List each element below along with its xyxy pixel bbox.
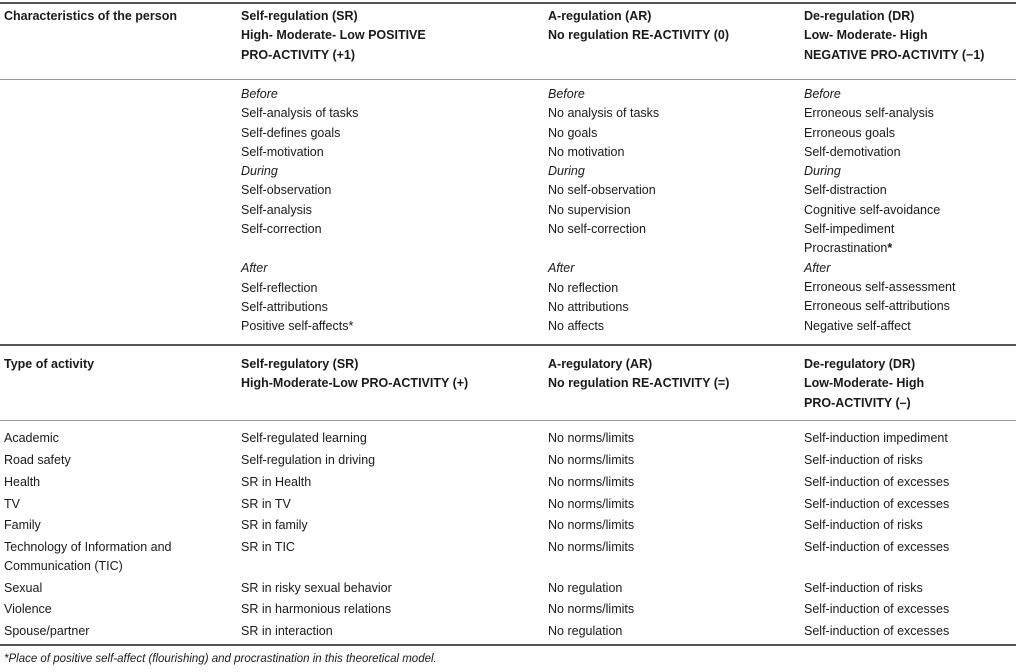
- activity-type: Technology of Information and Communication (TIC): [4, 540, 172, 574]
- section-rule: [0, 344, 1016, 346]
- header-line: A-regulation (AR): [548, 9, 652, 23]
- activity-type: Sexual: [4, 581, 43, 595]
- phase-item-text: Procrastination: [804, 241, 888, 256]
- header-type-of-activity: Type of activity: [4, 357, 95, 371]
- header-self-regulatory: [241, 355, 468, 394]
- phase-item: Self-demotivation: [804, 144, 901, 159]
- phase-item: No reflection: [548, 280, 619, 295]
- phase-item: Self-analysis: [241, 202, 312, 217]
- header-line: PRO-ACTIVITY (+1): [241, 47, 356, 62]
- phase-item: Self-analysis of tasks: [241, 106, 359, 121]
- phase-item: No supervision: [548, 202, 631, 217]
- activity-type: TV: [4, 497, 20, 511]
- footnote: *Place of positive self-affect (flourishing) and procrastination in this theoretical model.: [4, 653, 437, 665]
- phase-item: Self-attributions: [241, 299, 328, 314]
- header-line: Low- Moderate- High: [804, 28, 928, 43]
- header-line: De-regulation (DR): [804, 9, 915, 23]
- header-line: Self-regulatory (SR): [241, 357, 359, 371]
- activity-dr: Self-induction of excesses: [804, 497, 950, 511]
- header-line: Low-Moderate- High: [804, 376, 925, 391]
- phase-heading: After: [241, 261, 268, 276]
- phase-item: Self-reflection: [241, 280, 318, 295]
- phase-item: Negative self-affect: [804, 318, 911, 333]
- phase-item: No attributions: [548, 299, 629, 314]
- header-line: High- Moderate- Low POSITIVE: [241, 28, 426, 43]
- activity-ar: No norms/limits: [548, 475, 635, 489]
- top-rule: [0, 2, 1016, 4]
- phase-heading: Before: [241, 87, 278, 101]
- activity-dr: Self-induction of excesses: [804, 475, 950, 489]
- phase-heading: Before: [804, 87, 841, 101]
- phase-item: Self-correction: [241, 222, 322, 237]
- activity-ar: No regulation: [548, 624, 623, 638]
- phase-item-procrastination: [804, 239, 955, 258]
- phase-item: Erroneous self-attributions: [804, 299, 950, 314]
- phase-item: No goals: [548, 125, 598, 140]
- phase-item: Self-defines goals: [241, 125, 341, 140]
- phase-heading: After: [804, 260, 831, 275]
- activity-sr: SR in risky sexual behavior: [241, 581, 392, 595]
- activity-type: Health: [4, 475, 41, 489]
- activity-sr: SR in harmonious relations: [241, 602, 392, 616]
- footnote-mark: *: [887, 241, 893, 256]
- activity-ar: No norms/limits: [548, 431, 635, 445]
- header-line: De-regulatory (DR): [804, 357, 916, 371]
- activity-type: Spouse/partner: [4, 624, 90, 638]
- activity-sr: SR in TV: [241, 497, 291, 511]
- activity-dr: Self-induction of risks: [804, 518, 923, 532]
- header-line: PRO-ACTIVITY (–): [804, 395, 911, 410]
- header-de-regulatory: [804, 355, 924, 413]
- activity-dr: Self-induction of excesses: [804, 540, 950, 554]
- activity-dr: Self-induction of risks: [804, 453, 923, 467]
- phase-heading: During: [241, 164, 278, 179]
- activity-dr: Self-induction of excesses: [804, 624, 950, 638]
- phase-item: No analysis of tasks: [548, 106, 660, 121]
- phases-self-regulation: [241, 85, 358, 337]
- phase-item: No self-observation: [548, 183, 656, 198]
- activity-ar: No norms/limits: [548, 453, 635, 467]
- activity-ar: No norms/limits: [548, 497, 635, 511]
- phase-item: Erroneous goals: [804, 125, 896, 140]
- activity-dr: Self-induction of risks: [804, 581, 923, 595]
- header-de-regulation: [804, 7, 984, 65]
- phase-item: Self-distraction: [804, 183, 887, 198]
- phase-heading: After: [548, 261, 575, 276]
- header-characteristics: Characteristics of the person: [4, 9, 177, 23]
- phase-item: Cognitive self-avoidance: [804, 202, 941, 217]
- header-a-regulatory: [548, 355, 729, 394]
- header1-rule: [0, 79, 1016, 80]
- phase-heading: Before: [548, 87, 585, 101]
- activity-sr: SR in interaction: [241, 624, 333, 638]
- activity-sr: SR in TIC: [241, 540, 295, 554]
- activity-dr: Self-induction of excesses: [804, 602, 950, 616]
- activity-sr: Self-regulation in driving: [241, 453, 376, 467]
- activity-sr: SR in Health: [241, 475, 312, 489]
- header-a-regulation: [548, 7, 729, 46]
- phase-item: No self-correction: [548, 222, 646, 237]
- phase-item: Positive self-affects*: [241, 319, 354, 334]
- activity-type: Road safety: [4, 453, 71, 467]
- phase-item: Self-motivation: [241, 144, 324, 159]
- phase-item: Self-impediment: [804, 222, 895, 237]
- header-line: No regulation RE-ACTIVITY (0): [548, 28, 730, 43]
- activity-type: Family: [4, 518, 41, 532]
- phases-a-regulation: [548, 85, 659, 337]
- header-line: No regulation RE-ACTIVITY (=): [548, 376, 730, 391]
- header2-rule: [0, 420, 1016, 421]
- activity-sr: SR in family: [241, 518, 308, 532]
- phase-heading: During: [804, 164, 841, 179]
- activity-dr: Self-induction impediment: [804, 431, 948, 445]
- header-line: Self-regulation (SR): [241, 9, 358, 23]
- activity-ar: No norms/limits: [548, 540, 635, 554]
- phase-item: Erroneous self-analysis: [804, 106, 934, 121]
- header-line: High-Moderate-Low PRO-ACTIVITY (+): [241, 376, 469, 391]
- phase-heading: During: [548, 164, 585, 179]
- activity-sr: Self-regulated learning: [241, 431, 367, 445]
- phase-item: Self-observation: [241, 183, 332, 198]
- phase-item: Erroneous self-assessment: [804, 279, 956, 294]
- bottom-rule: [0, 644, 1016, 646]
- activity-type: Violence: [4, 602, 52, 616]
- activity-type: Academic: [4, 431, 59, 445]
- activity-ar: No norms/limits: [548, 602, 635, 616]
- header-self-regulation: [241, 7, 426, 65]
- phases-de-regulation: [804, 85, 955, 336]
- header-line: NEGATIVE PRO-ACTIVITY (−1): [804, 47, 985, 62]
- activity-ar: No regulation: [548, 581, 623, 595]
- activity-ar: No norms/limits: [548, 518, 635, 532]
- header-line: A-regulatory (AR): [548, 357, 653, 371]
- phase-item: No motivation: [548, 144, 625, 159]
- phase-item: No affects: [548, 319, 605, 334]
